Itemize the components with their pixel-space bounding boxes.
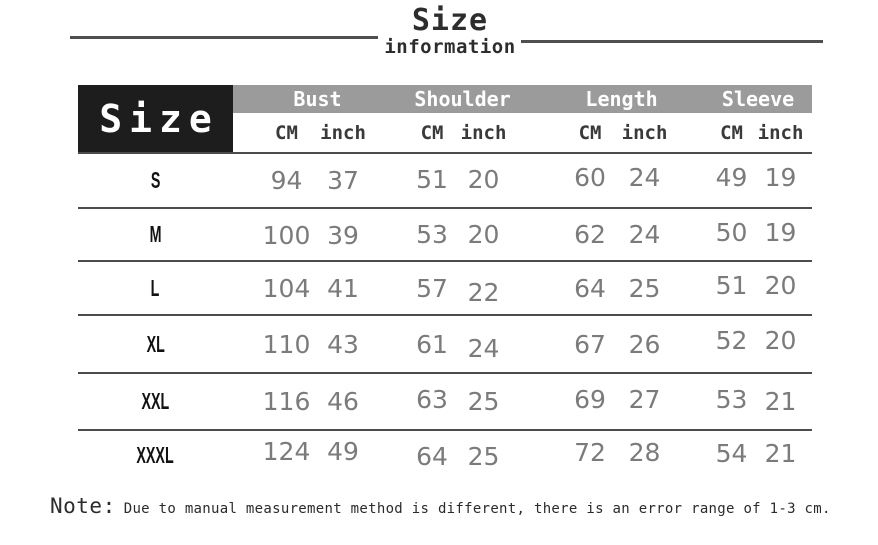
value: 43 [327,329,359,359]
value: 51 [416,165,448,194]
cell-length-inch [619,430,690,480]
cell-bust-cm [233,430,314,480]
column-header-sleeve [690,85,812,113]
size-label: XXL [141,388,170,414]
table-header [78,85,812,153]
unit-label: inch [320,121,366,144]
table-row-xl [78,315,812,373]
unit-label: CM [420,121,444,144]
value: 67 [574,329,606,359]
value: 94 [270,166,303,195]
value: 21 [764,439,797,468]
table-body [78,153,812,480]
cell-bust-inch [314,261,388,315]
value: 24 [628,163,661,192]
value: 37 [327,166,359,195]
cell-sleeve-cm [690,373,759,430]
value: 100 [262,221,311,250]
cell-bust-cm [233,261,314,315]
unit-label: CM [275,121,298,144]
value: 53 [715,385,748,414]
value: 50 [715,218,748,247]
unit-header-length-inch [619,113,690,153]
value: 25 [628,273,661,303]
cell-shoulder-inch [458,315,537,373]
cell-shoulder-cm [388,430,458,480]
size-label: S [150,167,161,193]
note-text: Due to manual measurement method is different, there is an error range of 1-3 cm. [123,501,831,517]
cell-shoulder-inch [458,153,537,208]
cell-sleeve-cm [690,430,759,480]
table-row-xxxl [78,430,812,480]
table-row-l [78,261,812,315]
table-row-s [78,153,812,208]
cell-sleeve-inch [759,430,812,480]
unit-header-shoulder-inch [458,113,537,153]
cell-shoulder-cm [388,208,458,261]
value: 21 [764,387,797,416]
cell-shoulder-inch [458,373,537,430]
cell-length-inch [619,373,690,430]
value: 51 [715,270,748,300]
cell-shoulder-inch [458,430,537,480]
sleeve-header-label: Sleeve [721,87,795,111]
value: 39 [327,221,359,250]
shoulder-header-label: Shoulder [414,87,511,111]
cell-sleeve-cm [690,261,759,315]
value: 49 [715,163,748,192]
cell-shoulder-cm [388,373,458,430]
note-label: Note: [50,494,116,518]
size-label: M [149,221,162,247]
value: 60 [574,163,606,192]
unit-label: CM [720,121,743,144]
cell-shoulder-inch [458,208,537,261]
cell-shoulder-inch [458,261,537,315]
value: 54 [715,439,748,468]
value: 22 [467,277,500,307]
cell-sleeve-inch [759,153,812,208]
value: 27 [628,385,661,414]
cell-length-cm [537,208,619,261]
title-rule-left [70,36,378,39]
value: 24 [628,220,661,249]
table-row-xxl [78,373,812,430]
column-header-length [537,85,690,113]
value: 20 [764,270,797,300]
cell-length-cm [537,261,619,315]
cell-length-inch [619,208,690,261]
page-subtitle: information [384,36,516,58]
value: 49 [327,437,359,466]
unit-header-sleeve-cm [690,113,759,153]
cell-bust-cm [233,315,314,373]
value: 25 [467,442,500,471]
size-label-cell [78,430,233,480]
cell-sleeve-inch [759,373,812,430]
cell-bust-inch [314,315,388,373]
value: 64 [574,273,606,303]
value: 57 [416,273,448,303]
value: 26 [628,329,661,359]
measurement-note [50,494,831,518]
size-label: L [151,274,160,301]
cell-length-cm [537,315,619,373]
cell-bust-cm [233,153,314,208]
cell-sleeve-inch [759,315,812,373]
cell-length-inch [619,261,690,315]
cell-length-inch [619,153,690,208]
title-block [376,5,524,57]
value: 69 [574,385,606,414]
cell-length-inch [619,315,690,373]
value: 110 [262,329,311,359]
cell-shoulder-cm [388,261,458,315]
value: 104 [262,273,311,303]
length-header-label: Length [585,87,658,111]
cell-sleeve-cm [690,315,759,373]
cell-sleeve-cm [690,153,759,208]
size-label-cell [78,315,233,373]
value: 64 [416,442,448,471]
unit-header-shoulder-cm [388,113,458,153]
unit-header-sleeve-inch [759,113,812,153]
size-label-cell [78,373,233,430]
unit-label: inch [460,121,507,144]
unit-header-bust-inch [314,113,388,153]
cell-shoulder-cm [388,153,458,208]
size-column-header: Size [78,85,233,153]
value: 62 [574,220,606,249]
value: 41 [327,273,359,303]
value: 52 [715,325,748,355]
size-label: XXXL [136,442,175,468]
cell-length-cm [537,430,619,480]
value: 61 [416,329,448,359]
value: 19 [764,163,797,192]
cell-sleeve-inch [759,208,812,261]
value: 20 [764,325,797,355]
value: 24 [467,333,500,363]
size-table [78,85,812,480]
unit-label: inch [757,121,804,144]
size-label-cell [78,208,233,261]
bust-header-label: Bust [293,87,342,111]
value: 46 [327,387,359,416]
group-header-row [78,85,812,113]
cell-sleeve-cm [690,208,759,261]
size-label-cell [78,153,233,208]
value: 20 [467,220,500,249]
cell-shoulder-cm [388,315,458,373]
value: 20 [467,165,500,194]
cell-bust-cm [233,208,314,261]
cell-bust-cm [233,373,314,430]
cell-length-cm [537,373,619,430]
page-title: Size [411,3,489,38]
value: 63 [416,385,448,414]
cell-bust-inch [314,153,388,208]
cell-bust-inch [314,208,388,261]
cell-length-cm [537,153,619,208]
value: 19 [764,218,797,247]
column-header-bust [233,85,388,113]
table-row-m [78,208,812,261]
title-rule-right [521,40,823,43]
value: 28 [628,438,661,467]
size-label: XL [146,330,165,357]
unit-header-length-cm [537,113,619,153]
cell-sleeve-inch [759,261,812,315]
column-header-shoulder [388,85,537,113]
value: 124 [262,437,311,466]
cell-bust-inch [314,430,388,480]
size-label-cell [78,261,233,315]
unit-label: inch [621,121,668,144]
cell-bust-inch [314,373,388,430]
unit-header-bust-cm [233,113,314,153]
unit-label: CM [578,121,602,144]
value: 53 [416,220,448,249]
value: 72 [574,438,606,467]
value: 25 [467,387,500,416]
value: 116 [262,387,311,416]
